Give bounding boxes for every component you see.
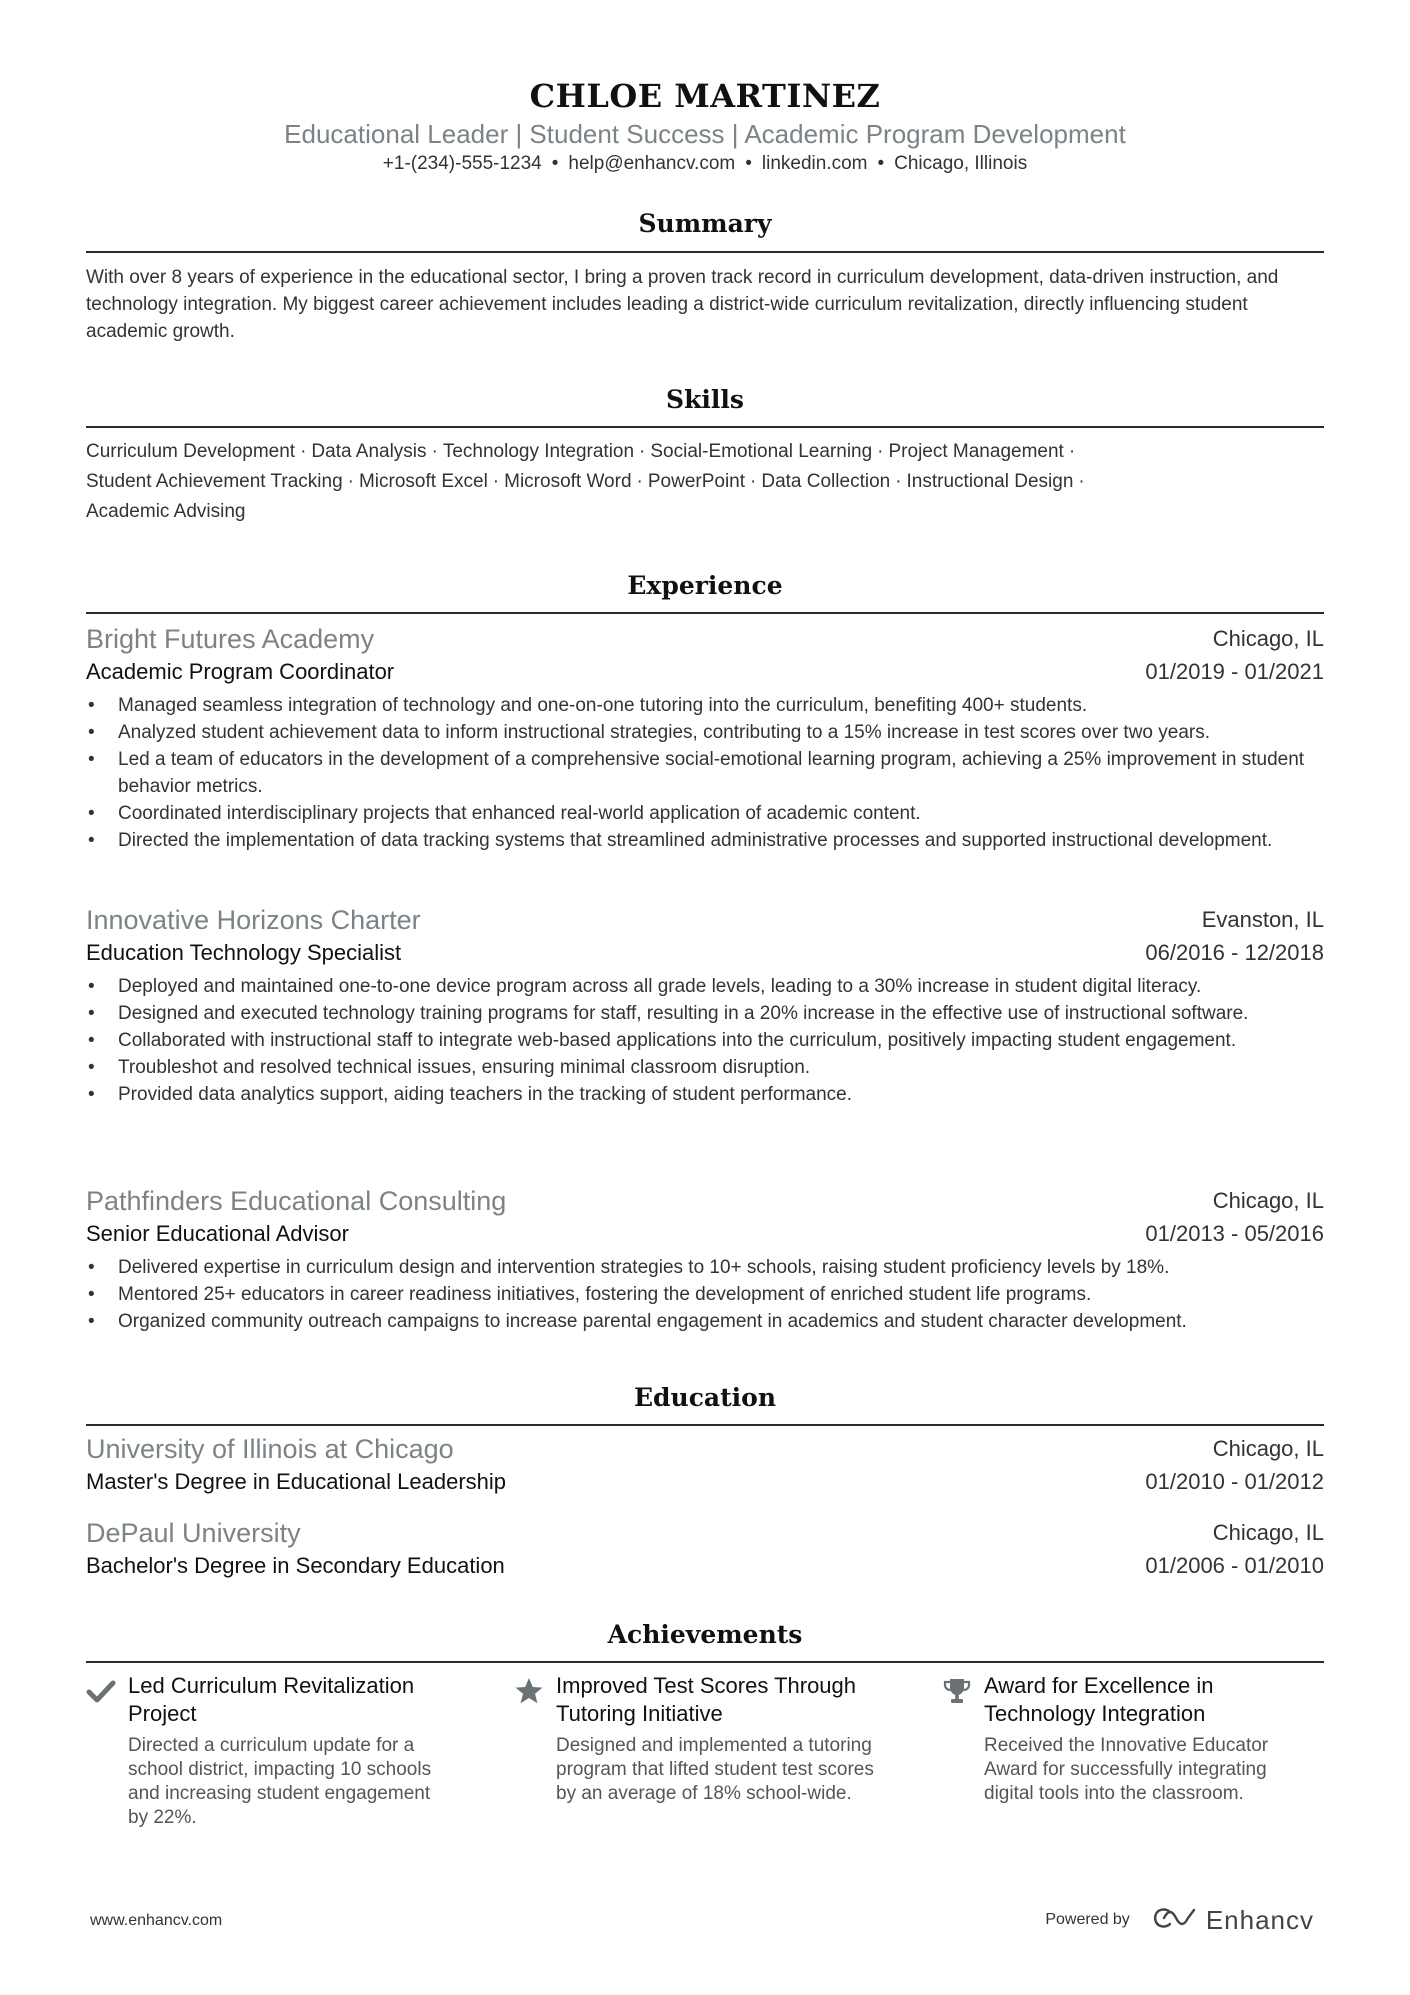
skill-item: Instructional Design [906, 471, 1074, 492]
job-location: Evanston, IL [1201, 907, 1324, 932]
skill-separator: · [877, 441, 884, 462]
powered-by-label: Powered by [1045, 1911, 1130, 1928]
skill-item: Microsoft Word [504, 471, 632, 492]
bullet-item: • Designed and executed technology training programs for staff, resulting in a 20% increase in the effective use of instructional software. [86, 1000, 1324, 1027]
degree: Master's Degree in Educational Leadership [86, 1469, 506, 1494]
skill-item: Data Collection [761, 471, 891, 492]
skill-separator: · [639, 441, 646, 462]
contact-separator: • [745, 153, 752, 174]
section-divider [86, 612, 1324, 614]
degree: Bachelor's Degree in Secondary Education [86, 1553, 505, 1578]
bullet-item: • Directed the implementation of data tracking systems that streamlined administrative processes and supported instructional development. [86, 827, 1324, 854]
experience-entry [86, 903, 1324, 1108]
experience-heading: Experience [627, 571, 783, 600]
school-name: University of Illinois at Chicago [86, 1434, 454, 1464]
skill-item: Technology Integration [442, 441, 635, 462]
achievement-description: Received the Innovative Educator Award for successfully integrating digital tools into the classroom. [984, 1735, 1269, 1804]
enhancv-brand-name: Enhancv [1205, 1904, 1314, 1935]
section-divider [86, 426, 1324, 428]
bullet-item: • Provided data analytics support, aiding teachers in the tracking of student performance. [86, 1081, 1324, 1108]
bullet-item: • Coordinated interdisciplinary projects that enhanced real-world application of academic content. [86, 800, 1324, 827]
education-heading: Education [633, 1383, 777, 1412]
achievement-item [942, 1672, 1302, 1806]
company-name: Bright Futures Academy [86, 624, 375, 654]
skill-item: Academic Advising [86, 501, 246, 522]
skills-list [86, 437, 1206, 527]
skill-separator: · [750, 471, 757, 492]
achievement-description: Directed a curriculum update for a school district, impacting 10 schools and increasing student engagement by 22%. [128, 1735, 432, 1828]
skills-heading: Skills [666, 385, 744, 414]
skill-separator: · [1078, 471, 1085, 492]
summary-text: With over 8 years of experience in the educational sector, I bring a proven track record in curriculum development, data-driven instruction, and technology integration. My biggest career achievement includes leading a district-wide curriculum revitalization, directly influencing student academic growth. [86, 267, 1279, 342]
job-bullets [86, 692, 1324, 854]
skill-separator: · [347, 471, 354, 492]
section-divider [86, 1424, 1324, 1426]
section-divider [86, 1661, 1324, 1663]
skill-separator: · [492, 471, 500, 492]
contact-separator: • [551, 153, 559, 174]
bullet-item: • Collaborated with instructional staff to integrate web-based applications into the curriculum, positively impacting student engagement. [86, 1027, 1324, 1054]
job-dates: 01/2019 - 01/2021 [1145, 659, 1324, 684]
location: Chicago, Illinois [894, 153, 1028, 174]
summary-heading: Summary [638, 209, 772, 238]
bullet-item: • Troubleshot and resolved technical issues, ensuring minimal classroom disruption. [86, 1054, 1324, 1081]
section-divider [86, 251, 1324, 253]
job-bullets [86, 1254, 1324, 1335]
job-dates: 06/2016 - 12/2018 [1145, 940, 1324, 965]
contact-line [86, 152, 1324, 176]
job-title: Education Technology Specialist [86, 940, 402, 965]
achievement-item [86, 1672, 446, 1830]
job-location: Chicago, IL [1212, 1188, 1324, 1213]
education-dates: 01/2006 - 01/2010 [1145, 1553, 1324, 1578]
skill-item: Social-Emotional Learning [650, 441, 873, 462]
skill-separator: · [1068, 441, 1076, 462]
job-dates: 01/2013 - 05/2016 [1145, 1221, 1324, 1246]
job-title: Senior Educational Advisor [86, 1221, 349, 1246]
school-location: Chicago, IL [1212, 1520, 1324, 1545]
skill-item: Curriculum Development [86, 441, 296, 462]
achievement-title: Improved Test Scores Through Tutoring Initiative [556, 1673, 857, 1726]
achievements-heading: Achievements [607, 1620, 803, 1649]
bullet-item: • Managed seamless integration of technology and one-on-one tutoring into the curriculum, benefiting 400+ students. [86, 692, 1324, 719]
education-dates: 01/2010 - 01/2012 [1145, 1469, 1324, 1494]
company-name: Pathfinders Educational Consulting [86, 1186, 507, 1216]
email-link[interactable]: help@enhancv.com [568, 153, 736, 174]
skill-separator: · [895, 471, 902, 492]
experience-entry [86, 1184, 1324, 1335]
achievement-description: Designed and implemented a tutoring program that lifted student test scores by an average of 18% school-wide. [556, 1735, 874, 1804]
candidate-name: CHLOE MARTINEZ [529, 77, 881, 115]
enhancv-logo-icon [1152, 1906, 1198, 1935]
achievement-title: Led Curriculum Revitalization Project [128, 1673, 415, 1726]
education-entry [86, 1432, 1324, 1498]
bullet-item: • Analyzed student achievement data to inform instructional strategies, contributing to a 15% increase in test scores over two years. [86, 719, 1324, 746]
company-name: Innovative Horizons Charter [86, 905, 421, 935]
bullet-item: • Delivered expertise in curriculum design and intervention strategies to 10+ schools, raising student proficiency levels by 18%. [86, 1254, 1324, 1281]
footer-branding [1045, 1900, 1314, 1940]
bullet-item: • Organized community outreach campaigns to increase parental engagement in academics and student character development. [86, 1308, 1324, 1335]
skill-item: Data Analysis [311, 441, 427, 462]
education-entry [86, 1516, 1324, 1582]
skill-separator: · [300, 441, 307, 462]
skill-item: Microsoft Excel [358, 471, 488, 492]
school-name: DePaul University [86, 1518, 301, 1548]
phone: +1-(234)-555-1234 [382, 153, 542, 174]
job-location: Chicago, IL [1212, 626, 1324, 651]
bullet-item: • Deployed and maintained one-to-one device program across all grade levels, leading to a 30% increase in student digital literacy. [86, 973, 1324, 1000]
achievement-item [514, 1672, 874, 1806]
experience-entry [86, 622, 1324, 854]
footer-website[interactable]: www.enhancv.com [90, 1912, 223, 1929]
star-icon [514, 1676, 544, 1706]
skill-item: Student Achievement Tracking [86, 471, 343, 492]
job-bullets [86, 973, 1324, 1108]
contact-separator: • [877, 153, 885, 174]
linkedin-link[interactable]: linkedin.com [761, 153, 868, 174]
skill-separator: · [636, 471, 643, 492]
check-icon [86, 1676, 116, 1706]
skill-separator: · [431, 441, 438, 462]
candidate-tagline: Educational Leader | Student Success | Academic Program Development [284, 119, 1126, 149]
achievement-title: Award for Excellence in Technology Integration [984, 1673, 1214, 1726]
skill-item: PowerPoint [647, 471, 746, 492]
job-title: Academic Program Coordinator [86, 659, 395, 684]
bullet-item: • Mentored 25+ educators in career readiness initiatives, fostering the development of enriched student life programs. [86, 1281, 1324, 1308]
trophy-icon [942, 1676, 972, 1706]
school-location: Chicago, IL [1212, 1436, 1324, 1461]
bullet-item: • Led a team of educators in the development of a comprehensive social-emotional learning program, achieving a 25% improvement in student behavior metrics. [86, 746, 1324, 800]
skill-item: Project Management [888, 441, 1064, 462]
